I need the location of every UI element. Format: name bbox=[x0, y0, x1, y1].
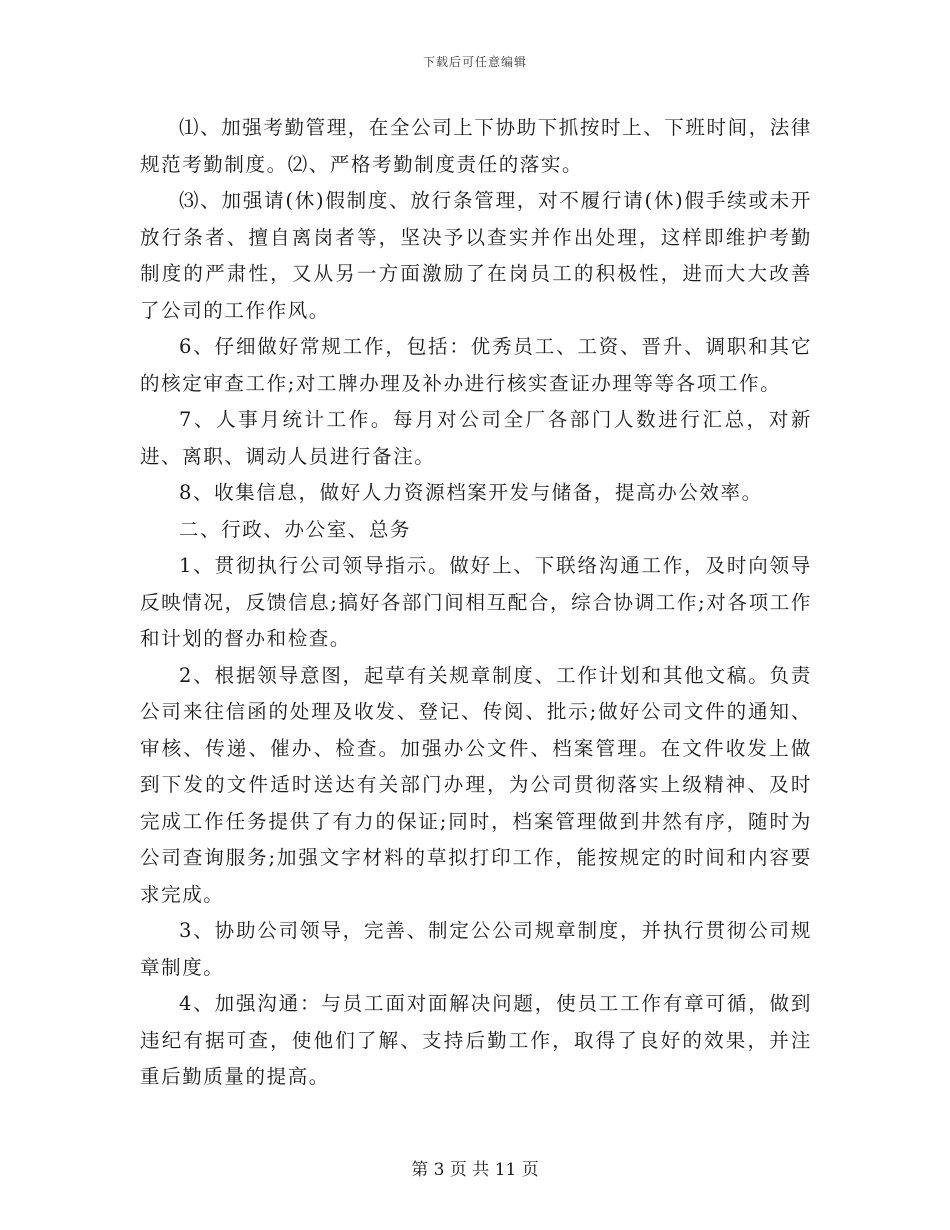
section-heading-admin: 二、行政、办公室、总务 bbox=[179, 517, 412, 541]
paragraph-attendance-3: ⑶、加强请(休)假制度、放行条管理，对不履行请(休)假手续或未开放行条者、擅自离岗者等，坚决予以查实并作出处理，这样即维护考勤制度的严肃性，又从另一方面激励了在岗员工的积极性，进而大大改善了公司的工作作风。 bbox=[140, 189, 812, 322]
paragraph-attendance-1: ⑴、加强考勤管理，在全公司上下协助下抓按时上、下班时间，法律规范考勤制度。⑵、严格考勤制度责任的落实。 bbox=[140, 116, 813, 176]
paragraph-drafting: 2、根据领导意图，起草有关规章制度、工作计划和其他文稿。负责公司来往信函的处理及收发、登记、传阅、批示;做好公司文件的通知、审核、传递、催办、检查。加强办公文件、档案管理。在文件收发上做到下发的文件适时送达有关部门办理，为公司贯彻落实上级精神、及时完成工作任务提供了有力的保证;同时，档案管理做到井然有序，随时为公司查询服务;加强文字材料的草拟打印工作，能按规定的时间和内容要求完成。 bbox=[140, 663, 812, 906]
page-number: 第 3 页 共 11 页 bbox=[411, 1160, 539, 1180]
document-body bbox=[140, 110, 812, 1096]
paragraph-routine-work: 6、仔细做好常规工作，包括：优秀员工、工资、晋升、调职和其它的核定审查工作;对工牌办理及补办进行核实查证办理等等各项工作。 bbox=[140, 335, 812, 395]
paragraph-collect-info: 8、收集信息，做好人力资源档案开发与储备，提高办公效率。 bbox=[179, 481, 763, 504]
page-header-note: 下载后可任意编辑 bbox=[422, 55, 527, 69]
paragraph-regulations: 3、协助公司领导，完善、制定公公司规章制度，并执行贯彻公司规章制度。 bbox=[140, 919, 812, 979]
paragraph-communication: 4、加强沟通：与员工面对面解决问题，使员工工作有章可循，做到违纪有据可查，使他们了解、支持后勤工作，取得了良好的效果，并注重后勤质量的提高。 bbox=[140, 992, 812, 1088]
paragraph-monthly-stats: 7、人事月统计工作。每月对公司全厂各部门人数进行汇总，对新进、离职、调动人员进行备注。 bbox=[140, 408, 812, 468]
paragraph-leadership: 1、贯彻执行公司领导指示。做好上、下联络沟通工作，及时向领导反映情况，反馈信息;搞好各部门间相互配合，综合协调工作;对各项工作和计划的督办和检查。 bbox=[140, 554, 812, 650]
